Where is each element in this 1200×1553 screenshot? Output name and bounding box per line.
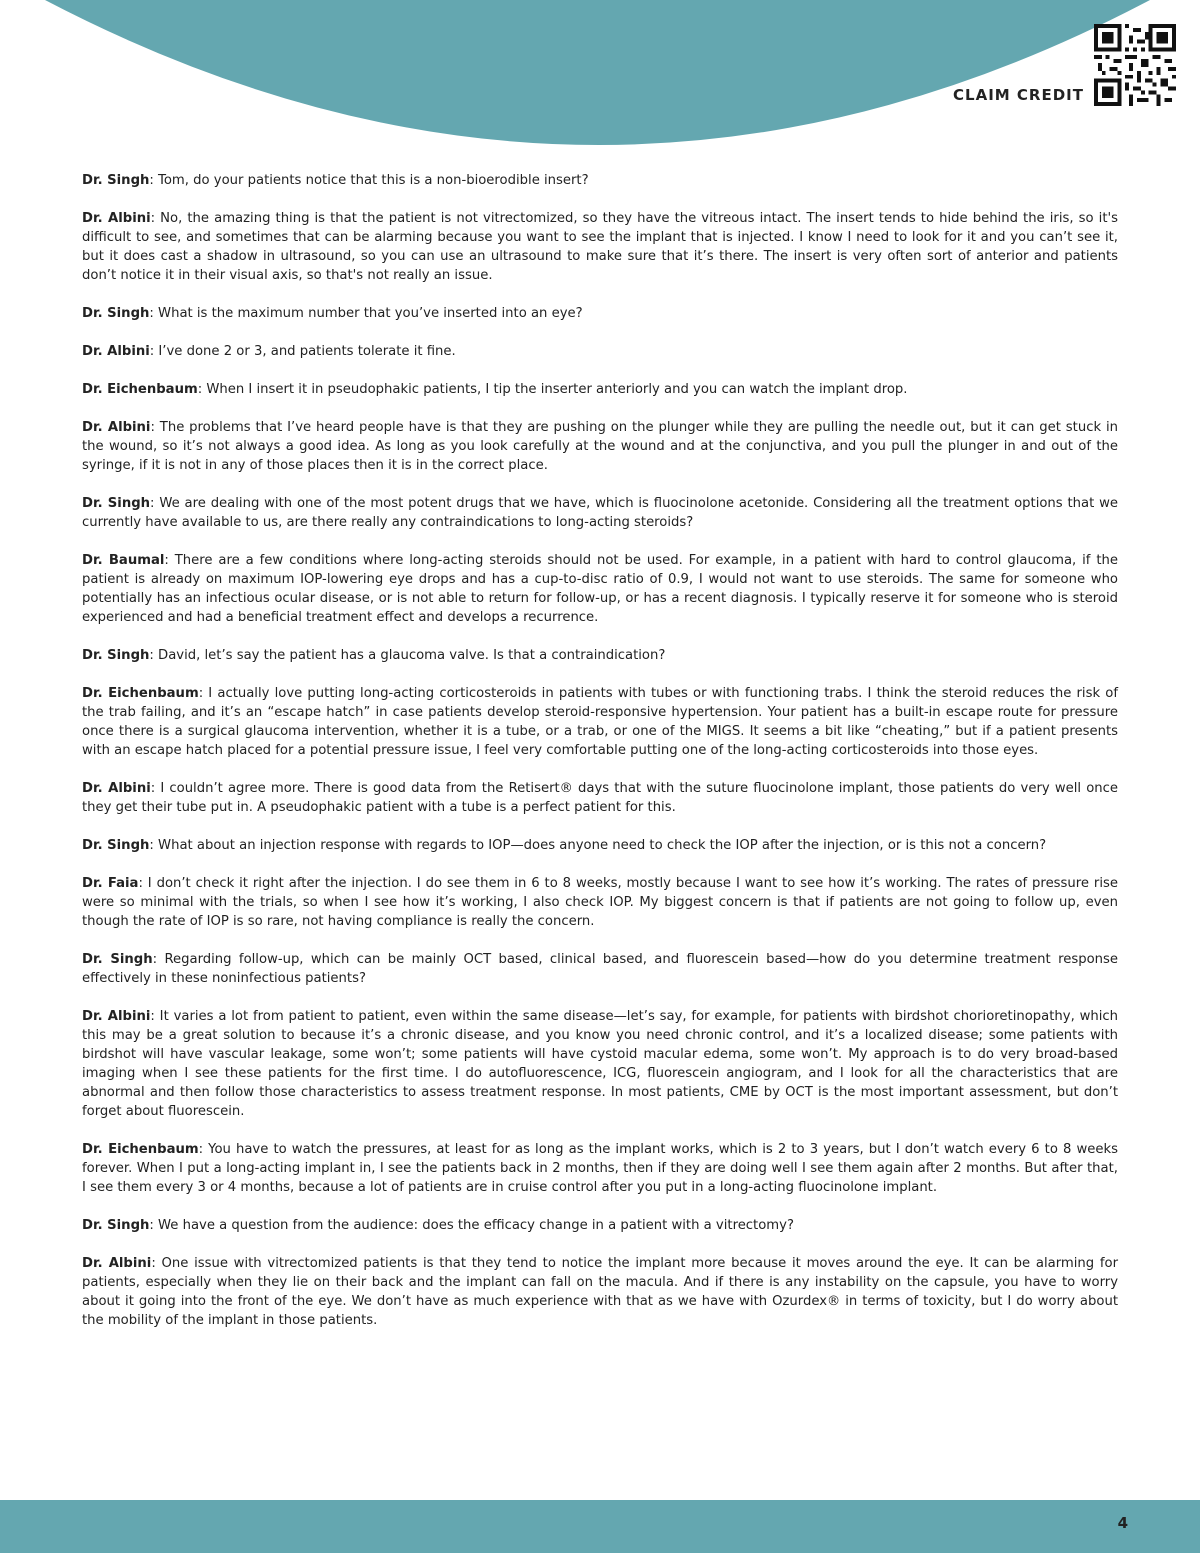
- paragraph-text: : I don’t check it right after the injection. I do see them in 6 to 8 weeks, mostly because I want to see how it’s working. The rates of pressure rise were so minimal with the trials, so when I see how it’s working, I also check IOP. My biggest concern is that if patients are not going to follow up, even though the rate of IOP is so rare, not having compliance is really the concern.: [82, 876, 1118, 929]
- transcript-paragraph: [82, 1254, 1118, 1330]
- speaker-name: Dr. Albini: [82, 781, 151, 796]
- paragraph-text: : I actually love putting long-acting corticosteroids in patients with tubes or with functioning trabs. I think the steroid reduces the risk of the trab failing, and it’s an “escape hatch” in case patients develop steroid-responsive hypertension. Your patient has a built-in escape route for pressure once there is a surgical glaucoma intervention, whether it is a tube, or a trab, or one of the MIGS. It seems a bit like “cheating,” but if a patient presents with an escape hatch placed for a potential pressure issue, I feel very comfortable putting one of the long-acting corticosteroids into those eyes.: [82, 686, 1118, 758]
- qr-code-icon[interactable]: [1094, 24, 1176, 106]
- speaker-name: Dr. Singh: [82, 648, 150, 663]
- transcript-paragraph: [82, 342, 1118, 361]
- paragraph-text: : One issue with vitrectomized patients is that they tend to notice the implant more because it moves around the eye. It can be alarming for patients, especially when they lie on their back and the implant can fall on the macula. And if there is any instability on the capsule, you have to worry about it going into the front of the eye. We don’t have as much experience with that as we have with Ozurdex® in terms of toxicity, but I do worry about the mobility of the implant in those patients.: [82, 1256, 1119, 1328]
- speaker-name: Dr. Singh: [82, 173, 150, 188]
- paragraph-text: : David, let’s say the patient has a glaucoma valve. Is that a contraindication?: [149, 648, 666, 663]
- transcript-paragraph: [82, 684, 1118, 760]
- transcript-paragraph: [82, 418, 1118, 475]
- transcript-paragraph: [82, 646, 1118, 665]
- speaker-name: Dr. Baumal: [82, 553, 165, 568]
- transcript-paragraph: [82, 950, 1118, 988]
- paragraph-text: : We are dealing with one of the most potent drugs that we have, which is fluocinolone acetonide. Considering all the treatment options that we currently have available to us, are there really any contraindications to long-acting steroids?: [82, 496, 1118, 530]
- speaker-name: Dr. Singh: [82, 496, 151, 511]
- paragraph-text: : There are a few conditions where long-acting steroids should not be used. For example, in a patient with hard to control glaucoma, if the patient is already on maximum IOP-lowering eye drops and has a cup-to-disc ratio of 0.9, I would not want to use steroids. The same for someone who potentially has an infectious ocular disease, or is not able to return for follow-up, or has a recent diagnosis. I typically reserve it for someone who is steroid experienced and had a beneficial treatment effect and develops a recurrence.: [82, 553, 1118, 625]
- speaker-name: Dr. Singh: [82, 952, 153, 967]
- speaker-name: Dr. Singh: [82, 1218, 150, 1233]
- transcript-paragraph: [82, 171, 1118, 190]
- claim-credit-link[interactable]: CLAIM CREDIT: [953, 86, 1084, 104]
- transcript-paragraph: [82, 874, 1118, 931]
- speaker-name: Dr. Albini: [82, 1256, 152, 1271]
- paragraph-text: : You have to watch the pressures, at least for as long as the implant works, which is 2 to 3 years, but I don’t watch every 6 to 8 weeks forever. When I put a long-acting implant in, I see the patients back in 2 months, then if they are doing well I see them again after 2 months. But after that, I see them every 3 or 4 months, because a lot of patients are in cruise control after you put in a long-acting fluocinolone implant.: [82, 1142, 1118, 1195]
- transcript-paragraph: [82, 304, 1118, 323]
- speaker-name: Dr. Singh: [82, 838, 150, 853]
- transcript-body: [82, 171, 1118, 1349]
- paragraph-text: : When I insert it in pseudophakic patients, I tip the inserter anteriorly and you can watch the implant drop.: [197, 382, 908, 397]
- transcript-paragraph: [82, 1216, 1118, 1235]
- speaker-name: Dr. Eichenbaum: [82, 1142, 199, 1157]
- speaker-name: Dr. Albini: [82, 344, 150, 359]
- speaker-name: Dr. Eichenbaum: [82, 382, 198, 397]
- footer-bar: [0, 1500, 1200, 1553]
- paragraph-text: : It varies a lot from patient to patient, even within the same disease—let’s say, for example, for patients with birdshot chorioretinopathy, which this may be a great solution to because it’s a chronic disease, and you know you need chronic control, and it’s a localized disease; some patients with birdshot will have vascular leakage, some won’t; some patients will have cystoid macular edema, some won’t. My approach is to do very broad-based imaging when I see these patients for the first time. I do autofluorescence, ICG, fluorescein angiogram, and I look for all the characteristics that are abnormal and then follow those characteristics to assess treatment response. In most patients, CME by OCT is the most important assessment, but don’t forget about fluorescein.: [82, 1009, 1119, 1119]
- transcript-paragraph: [82, 209, 1118, 285]
- transcript-paragraph: [82, 1140, 1118, 1197]
- transcript-paragraph: [82, 1007, 1118, 1121]
- paragraph-text: : Tom, do your patients notice that this is a non-bioerodible insert?: [149, 173, 589, 188]
- transcript-paragraph: [82, 380, 1118, 399]
- paragraph-text: : We have a question from the audience: does the efficacy change in a patient with a vitrectomy?: [149, 1218, 794, 1233]
- speaker-name: Dr. Faia: [82, 876, 139, 891]
- speaker-name: Dr. Albini: [82, 211, 151, 226]
- paragraph-text: : Regarding follow-up, which can be mainly OCT based, clinical based, and fluorescein based—how do you determine treatment response effectively in these noninfectious patients?: [82, 952, 1118, 986]
- paragraph-text: : I couldn’t agree more. There is good data from the Retisert® days that with the suture fluocinolone implant, those patients do very well once they get their tube put in. A pseudophakic patient with a tube is a perfect patient for this.: [82, 781, 1118, 815]
- claim-credit-block[interactable]: [953, 24, 1176, 106]
- paragraph-text: : No, the amazing thing is that the patient is not vitrectomized, so they have the vitreous intact. The insert tends to hide behind the iris, so it's difficult to see, and sometimes that can be alarming because you want to see the implant that is injected. I know I need to look for it and you can’t see it, but it does cast a shadow in ultrasound, so you can use an ultrasound to make sure that it’s there. The insert is very often sort of anterior and patients don’t notice it in their visual axis, so that's not really an issue.: [82, 211, 1118, 283]
- paragraph-text: : What is the maximum number that you’ve inserted into an eye?: [149, 306, 583, 321]
- paragraph-text: : I’ve done 2 or 3, and patients tolerate it fine.: [149, 344, 456, 359]
- speaker-name: Dr. Eichenbaum: [82, 686, 199, 701]
- transcript-paragraph: [82, 779, 1118, 817]
- paragraph-text: : What about an injection response with regards to IOP—does anyone need to check the IOP after the injection, or is this not a concern?: [149, 838, 1047, 853]
- transcript-paragraph: [82, 551, 1118, 627]
- transcript-paragraph: [82, 494, 1118, 532]
- speaker-name: Dr. Albini: [82, 1009, 151, 1024]
- speaker-name: Dr. Singh: [82, 306, 150, 321]
- speaker-name: Dr. Albini: [82, 420, 151, 435]
- paragraph-text: : The problems that I’ve heard people have is that they are pushing on the plunger while they are pulling the needle out, but it can get stuck in the wound, so it’s not always a good idea. As long as you look carefully at the wound and at the conjunctiva, and you pull the plunger in and out of the syringe, if it is not in any of those places then it is in the correct place.: [82, 420, 1118, 473]
- transcript-paragraph: [82, 836, 1118, 855]
- page-number: 4: [1117, 1514, 1128, 1532]
